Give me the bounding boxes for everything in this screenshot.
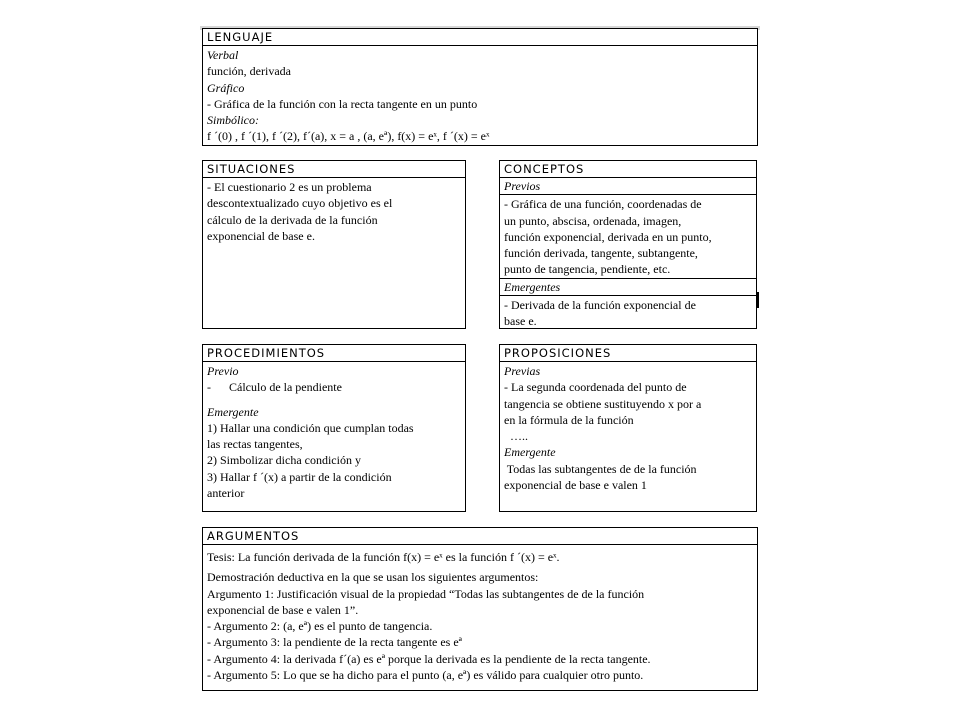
previos-line: un punto, abscisa, ordenada, imagen, [504, 213, 682, 228]
previas-line: en la fórmula de la función [504, 412, 634, 427]
previos-line: - Gráfica de una función, coordenadas de [504, 197, 702, 212]
emergente-line: Todas las subtangentes de de la función [504, 461, 697, 476]
emergente-label: Emergente [504, 445, 556, 460]
situaciones-line: descontextualizado cuyo objetivo es el [207, 196, 393, 211]
emergentes-label: Emergentes [500, 279, 756, 296]
emergentes-line: - Derivada de la función exponencial de [504, 298, 696, 313]
grafico-label: Gráfico [207, 80, 245, 95]
argumento-line: - Argumento 4: la derivada f´(a) es eª porque la derivada es la pendiente de la recta tangente. [207, 651, 651, 666]
verbal-text: función, derivada [207, 64, 291, 79]
lenguaje-header: LENGUAJE [203, 29, 757, 46]
lenguaje-box [202, 28, 758, 146]
previas-line: ….. [504, 429, 528, 444]
previo-label: Previo [207, 364, 239, 378]
argumentos-header: ARGUMENTOS [203, 528, 757, 545]
argumento-line: Demostración deductiva en la que se usan los siguientes argumentos: [207, 570, 539, 585]
tesis-text: Tesis: La función derivada de la función f(x) = eˣ es la función f ´(x) = eˣ. [207, 550, 560, 564]
emergente-line: 1) Hallar una condición que cumplan todas [207, 420, 414, 435]
previos-line: punto de tangencia, pendiente, etc. [504, 262, 671, 277]
emergente-label: Emergente [207, 404, 259, 419]
verbal-label: Verbal [207, 48, 239, 62]
argumento-line: - Argumento 3: la pendiente de la recta tangente es eª [207, 635, 462, 650]
emergente-line: exponencial de base e valen 1 [504, 478, 647, 493]
simbolico-label: Simbólico: [207, 113, 259, 128]
situaciones-line: cálculo de la derivada de la función [207, 212, 378, 227]
procedimientos-box [202, 344, 466, 512]
emergente-line: las rectas tangentes, [207, 437, 303, 452]
proposiciones-header: PROPOSICIONES [500, 345, 756, 362]
situaciones-line: exponencial de base e. [207, 228, 315, 243]
situaciones-box [202, 160, 466, 329]
previos-label: Previos [500, 178, 756, 195]
emergente-line: anterior [207, 486, 245, 501]
previas-label: Previas [504, 364, 541, 378]
argumento-line: exponencial de base e valen 1”. [207, 602, 359, 617]
margin-mark [756, 292, 759, 308]
conceptos-box [499, 160, 757, 329]
previas-line: - La segunda coordenada del punto de [504, 380, 687, 395]
procedimientos-header: PROCEDIMIENTOS [203, 345, 465, 362]
emergente-line: 2) Simbolizar dicha condición y [207, 453, 361, 468]
emergente-line: 3) Hallar f ´(x) a partir de la condición [207, 469, 392, 484]
grafico-text: - Gráfica de la función con la recta tangente en un punto [207, 96, 478, 111]
previas-line: tangencia se obtiene sustituyendo x por a [504, 396, 702, 411]
conceptos-header: CONCEPTOS [500, 161, 756, 178]
argumento-line: - Argumento 2: (a, eª) es el punto de tangencia. [207, 619, 433, 634]
previos-line: función derivada, tangente, subtangente, [504, 246, 698, 261]
previos-line: función exponencial, derivada en un punto, [504, 229, 712, 244]
proposiciones-box [499, 344, 757, 512]
argumentos-box [202, 527, 758, 691]
argumento-line: Argumento 1: Justificación visual de la propiedad “Todas las subtangentes de de la función [207, 586, 645, 601]
situaciones-line: - El cuestionario 2 es un problema [207, 180, 372, 194]
argumento-line: - Argumento 5: Lo que se ha dicho para el punto (a, eª) es válido para cualquier otro punto. [207, 668, 644, 683]
previo-item: - Cálculo de la pendiente [207, 380, 342, 395]
emergentes-line: base e. [504, 314, 537, 329]
simbolico-text: f ´(0) , f ´(1), f ´(2), f´(a), x = a , (a, eª), f(x) = eˣ, f ´(x) = eˣ [207, 129, 490, 144]
situaciones-header: SITUACIONES [203, 161, 465, 178]
